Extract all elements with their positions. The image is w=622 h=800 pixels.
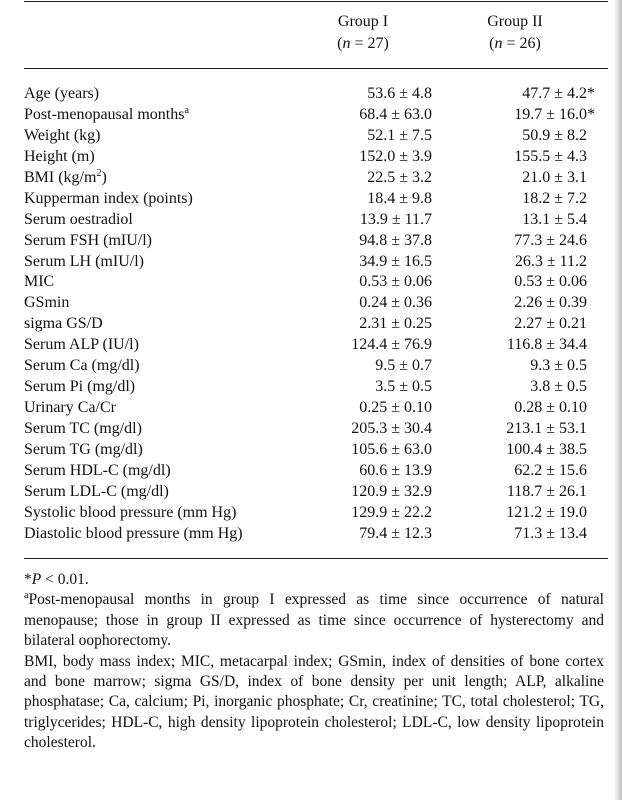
group1-value: 205.3 ± 30.4: [351, 420, 432, 437]
table-footnotes: [24, 570, 604, 754]
footnote-a-marker: a: [24, 590, 29, 602]
group1-value: 68.4 ± 63.0: [359, 105, 432, 123]
row-label: [24, 524, 243, 545]
row-label-text: Serum FSH (mIU/l): [24, 231, 152, 249]
row-label: [24, 356, 140, 377]
table-row: [24, 356, 608, 377]
table-row: [24, 231, 608, 252]
row-label: [24, 272, 54, 293]
group2-value: 71.3 ± 13.4: [514, 524, 587, 542]
row-label-suffix: ): [101, 168, 107, 186]
group2-value: 77.3 ± 24.6: [514, 231, 587, 249]
row-label: [24, 503, 236, 524]
group1-value: 34.9 ± 16.5: [359, 252, 432, 270]
group2-name: Group II: [487, 13, 543, 30]
row-label: [24, 231, 152, 252]
row-label-text: Height (m): [24, 147, 95, 165]
page-edge-shadow: [614, 0, 622, 800]
group2-value: 121.2 ± 19.0: [506, 503, 587, 521]
row-label-text: Age (years): [24, 85, 100, 102]
row-label-text: MIC: [24, 273, 55, 291]
table-row: [24, 105, 608, 126]
group1-value: 124.4 ± 76.9: [351, 336, 432, 354]
row-label: [24, 147, 95, 168]
table-row: [24, 168, 608, 189]
group2-n: (n = 26): [489, 35, 541, 52]
group1-header: [318, 11, 408, 55]
group1-value: 13.9 ± 11.7: [359, 210, 432, 228]
row-label-superscript: 2: [96, 167, 102, 179]
row-label-text: Kupperman index (points): [24, 189, 193, 207]
table-row: [24, 440, 608, 461]
group2-value: 3.8 ± 0.5: [530, 378, 587, 396]
group2-value: 26.3 ± 11.2: [514, 252, 587, 270]
group1-value: 52.1 ± 7.5: [367, 126, 432, 144]
group2-value: 213.1 ± 53.1: [506, 420, 587, 437]
row-label-text: Systolic blood pressure (mm Hg): [24, 503, 237, 521]
row-label-text: Serum LDL-C (mg/dl): [24, 482, 169, 500]
table-bottom-rule: [24, 558, 608, 559]
group1-value: 60.6 ± 13.9: [359, 461, 432, 479]
group1-value: 53.6 ± 4.8: [367, 85, 432, 102]
table-row: [24, 524, 608, 545]
group1-value: 79.4 ± 12.3: [359, 524, 432, 542]
table-row: [24, 147, 608, 168]
row-label: [24, 419, 142, 440]
table-row: [24, 272, 608, 293]
group1-value: 0.53 ± 0.06: [359, 273, 432, 291]
row-label-text: Serum oestradiol: [24, 210, 133, 228]
table-row: [24, 503, 608, 524]
row-label: [24, 398, 116, 419]
table-row: [24, 482, 608, 503]
row-label: [24, 168, 107, 189]
row-label: [24, 293, 69, 314]
table-body: [24, 84, 608, 545]
group2-value: 47.7 ± 4.2*: [522, 85, 595, 102]
row-label: [24, 126, 100, 147]
group2-value: 18.2 ± 7.2: [522, 189, 587, 207]
group2-value: 0.53 ± 0.06: [514, 273, 587, 291]
row-label: [24, 440, 143, 461]
row-label-text: Serum Pi (mg/dl): [24, 378, 136, 396]
group2-value: 118.7 ± 26.1: [506, 482, 587, 500]
group1-value: 152.0 ± 3.9: [359, 147, 432, 165]
group2-n-value: = 26: [502, 35, 536, 52]
row-label-text: GSmin: [24, 294, 70, 312]
table-row: [24, 84, 608, 105]
footnote-p-threshold: < 0.01.: [41, 571, 89, 588]
group2-value: 2.27 ± 0.21: [514, 315, 587, 333]
table-row: [24, 126, 608, 147]
group1-value: 0.25 ± 0.10: [359, 399, 432, 417]
footnote-a: [24, 590, 604, 651]
group2-header: [470, 11, 560, 55]
row-label-text: sigma GS/D: [24, 315, 103, 333]
group2-value: 2.26 ± 0.39: [514, 294, 587, 312]
footnote-star: *: [24, 571, 32, 588]
group2-value: 21.0 ± 3.1: [522, 168, 587, 186]
footnote-significance: [24, 570, 604, 590]
table-row: [24, 314, 608, 335]
group1-value: 22.5 ± 3.2: [367, 168, 432, 186]
row-label-text: Serum HDL-C (mg/dl): [24, 461, 171, 479]
row-label-text: Post-menopausal months: [24, 105, 185, 123]
group1-n: (n = 27): [337, 35, 389, 52]
group2-value: 50.9 ± 8.2: [522, 126, 587, 144]
table-row: [24, 335, 608, 356]
row-label: [24, 189, 193, 210]
group1-value: 94.8 ± 37.8: [359, 231, 432, 249]
group1-n-label: n: [342, 35, 351, 52]
group2-value: 19.7 ± 16.0*: [514, 105, 595, 123]
group2-value: 155.5 ± 4.3: [514, 147, 587, 165]
table-row: [24, 189, 608, 210]
footnote-abbreviations: BMI, body mass index; MIC, metacarpal index; GSmin, index of densities of bone cortex and bone marrow; sigma GS/D, index of bone density per unit length; ALP, alkaline phosphatase; Ca, calcium; Pi, inorganic phosphate; Cr, creatinine; TC, total cholesterol; TG, triglycerides; HDL-C, high density lipoprotein cholesterol; LDL-C, low density lipoprotein cholesterol.: [24, 652, 604, 752]
table-header-rule: [24, 68, 608, 69]
group2-value: 62.2 ± 15.6: [514, 461, 587, 479]
table-row: [24, 461, 608, 482]
table-row: [24, 293, 608, 314]
table-row: [24, 398, 608, 419]
group1-value: 18.4 ± 9.8: [367, 189, 432, 207]
group1-name: Group I: [337, 13, 389, 30]
row-label-text: Urinary Ca/Cr: [24, 399, 116, 417]
footnote-p: P: [31, 571, 42, 588]
row-label-text: Serum TG (mg/dl): [24, 440, 143, 458]
row-label: [24, 335, 139, 356]
row-label: [24, 252, 144, 273]
group1-value: 0.24 ± 0.36: [359, 294, 432, 312]
table-row: [24, 252, 608, 273]
group2-value: 13.1 ± 5.4: [522, 210, 587, 228]
group1-n-value: = 27: [350, 35, 384, 52]
group2-value: 116.8 ± 34.4: [506, 336, 587, 354]
row-label: [24, 377, 135, 398]
row-label: [24, 461, 171, 482]
group1-value: 129.9 ± 22.2: [351, 503, 432, 521]
group2-value: 9.3 ± 0.5: [530, 357, 587, 375]
row-label-text: Serum ALP (IU/l): [24, 336, 139, 354]
group1-value: 120.9 ± 32.9: [351, 482, 432, 500]
row-label-text: Diastolic blood pressure (mm Hg): [24, 524, 243, 542]
footnote-a-text: Post-menopausal months in group I expressed as time since occurrence of natural menopause; those in group II expressed as time since occurrence of hysterectomy and bilateral oophorectomy.: [24, 591, 604, 650]
table-row: [24, 210, 608, 231]
row-label-text: Weight (kg): [24, 126, 101, 144]
row-label: [24, 210, 133, 231]
group1-value: 9.5 ± 0.7: [375, 357, 432, 375]
row-label-text: Serum TC (mg/dl): [24, 420, 142, 437]
group1-value: 2.31 ± 0.25: [359, 315, 432, 333]
table-top-rule: [24, 1, 608, 2]
row-label: [24, 105, 189, 126]
group1-value: 3.5 ± 0.5: [375, 378, 432, 396]
row-label-text: BMI (kg/m: [24, 168, 97, 186]
row-label: [24, 314, 103, 335]
row-label-superscript: a: [184, 104, 189, 116]
group2-value: 0.28 ± 0.10: [514, 399, 587, 417]
row-label-text: Serum Ca (mg/dl): [24, 357, 140, 375]
table-row: [24, 377, 608, 398]
group1-value: 105.6 ± 63.0: [351, 440, 432, 458]
row-label-text: Serum LH (mIU/l): [24, 252, 144, 270]
table-row: [24, 419, 608, 440]
row-label: [24, 482, 169, 503]
row-label: [24, 84, 99, 105]
group2-value: 100.4 ± 38.5: [506, 440, 587, 458]
group2-n-label: n: [494, 35, 503, 52]
